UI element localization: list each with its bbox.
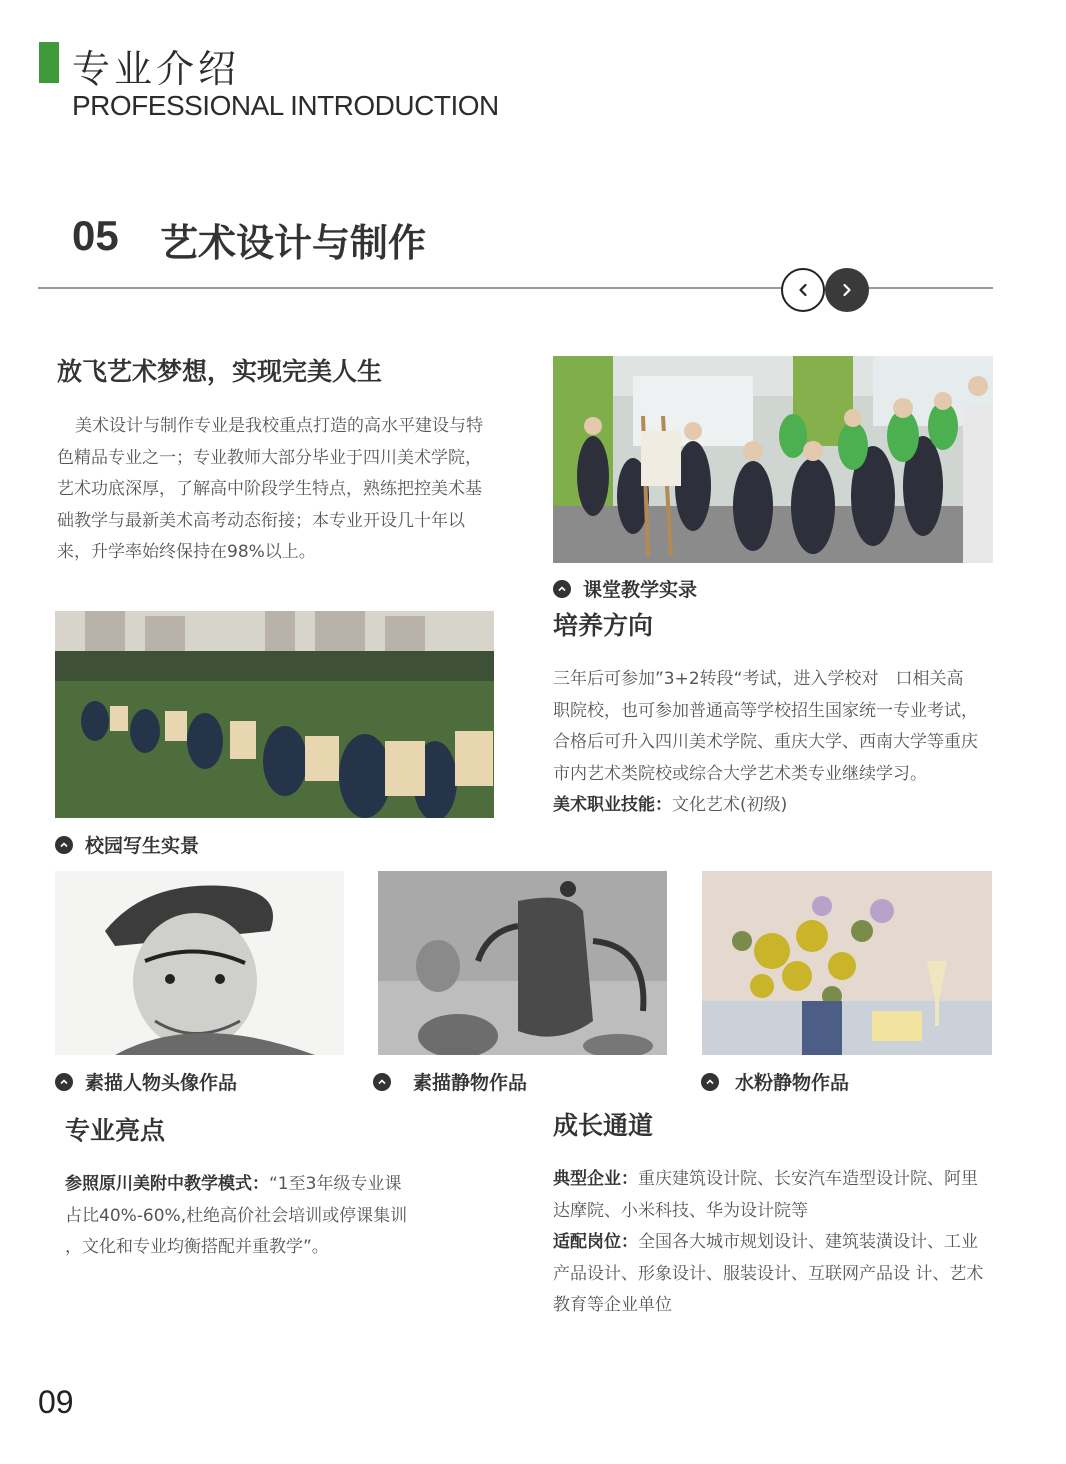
header-accent-bar: [39, 42, 59, 83]
intro-line: 色精品专业之一；专业教师大部分毕业于四川美术学院，: [57, 447, 482, 468]
still-life-sketch-image: [378, 871, 667, 1055]
highlights-line: [65, 1169, 465, 1201]
page-title: 专业介绍: [72, 47, 241, 91]
growth-line: [553, 1164, 1003, 1196]
caption-text: 水粉静物作品: [735, 1072, 850, 1094]
skill-value: 文化艺术(初级): [672, 795, 788, 815]
bullet-chevron-icon: [373, 1073, 391, 1091]
campus-photo: [55, 611, 494, 818]
growth-line: 教育等企业单位: [553, 1295, 672, 1315]
caption-still-life: [373, 1068, 527, 1095]
intro-paragraph: [57, 411, 507, 569]
intro-line: 来，升学率始终保持在98%以上。: [57, 542, 316, 562]
caption-campus: [55, 831, 199, 858]
intro-line: 础教学与最新美术高考动态衔接；本专业开设几十年以: [57, 510, 465, 531]
bullet-chevron-icon: [553, 580, 571, 598]
training-line: 三年后可参加”3+2转段“考试，进入学校对 口相关高: [553, 669, 964, 689]
growth-line: 达摩院、小米科技、华为设计院等: [553, 1200, 808, 1221]
highlights-paragraph: [65, 1169, 465, 1264]
training-paragraph: [553, 664, 1003, 822]
caption-text: 课堂教学实录: [583, 579, 698, 601]
section-title: 艺术设计与制作: [160, 221, 427, 265]
caption-classroom: [553, 575, 697, 602]
caption-text: 素描静物作品: [413, 1072, 528, 1094]
bullet-chevron-icon: [55, 1073, 73, 1091]
page-number: 09: [38, 1384, 74, 1420]
portrait-sketch-image: [55, 871, 344, 1055]
post-label: 适配岗位：: [553, 1232, 638, 1252]
intro-heading: 放飞艺术梦想，实现完美人生: [57, 357, 383, 386]
page-subtitle: PROFESSIONAL INTRODUCTION: [72, 90, 499, 121]
caption-portrait: [55, 1068, 237, 1095]
bullet-chevron-icon: [55, 836, 73, 854]
growth-paragraph: [553, 1164, 1003, 1322]
post-text: 全国各大城市规划设计、建筑装潢设计、工业: [638, 1232, 978, 1252]
highlights-label: 参照原川美附中教学模式：: [65, 1174, 269, 1194]
chevron-left-icon: [795, 282, 811, 298]
caption-text: 素描人物头像作品: [85, 1072, 238, 1094]
training-line: 合格后可升入四川美术学院、重庆大学、西南大学等重庆: [553, 732, 978, 752]
growth-line: [553, 1227, 1003, 1259]
classroom-photo: [553, 356, 993, 563]
prev-button[interactable]: [781, 268, 825, 312]
training-heading: 培养方向: [553, 611, 654, 640]
chevron-right-icon: [839, 282, 855, 298]
bullet-chevron-icon: [701, 1073, 719, 1091]
highlights-heading: 专业亮点: [65, 1116, 166, 1145]
highlights-text: “1至3年级专业课: [269, 1174, 402, 1194]
training-skill: [553, 790, 1003, 822]
enterprise-text: 重庆建筑设计院、长安汽车造型设计院、阿里: [638, 1169, 978, 1189]
highlights-line: ，文化和专业均衡搭配并重教学”。: [65, 1237, 329, 1257]
intro-line: 艺术功底深厚，了解高中阶段学生特点，熟练把控美术基: [57, 479, 482, 499]
skill-label: 美术职业技能：: [553, 795, 672, 815]
training-line: 职院校，也可参加普通高等学校招生国家统一专业考试，: [553, 700, 978, 721]
training-line: 市内艺术类院校或综合大学艺术类专业继续学习。: [553, 763, 927, 784]
next-button[interactable]: [825, 268, 869, 312]
gouache-still-life-image: [702, 871, 992, 1055]
caption-gouache: [701, 1068, 849, 1095]
growth-heading: 成长通道: [553, 1111, 654, 1140]
caption-text: 校园写生实景: [85, 835, 200, 857]
growth-line: 产品设计、形象设计、服装设计、互联网产品设 计、艺术: [553, 1263, 984, 1284]
intro-line: 美术设计与制作专业是我校重点打造的高水平建设与特: [75, 416, 483, 436]
section-number: 05: [72, 212, 119, 259]
highlights-line: 占比40%-60%,杜绝高价社会培训或停课集训: [65, 1205, 408, 1226]
enterprise-label: 典型企业：: [553, 1169, 638, 1189]
